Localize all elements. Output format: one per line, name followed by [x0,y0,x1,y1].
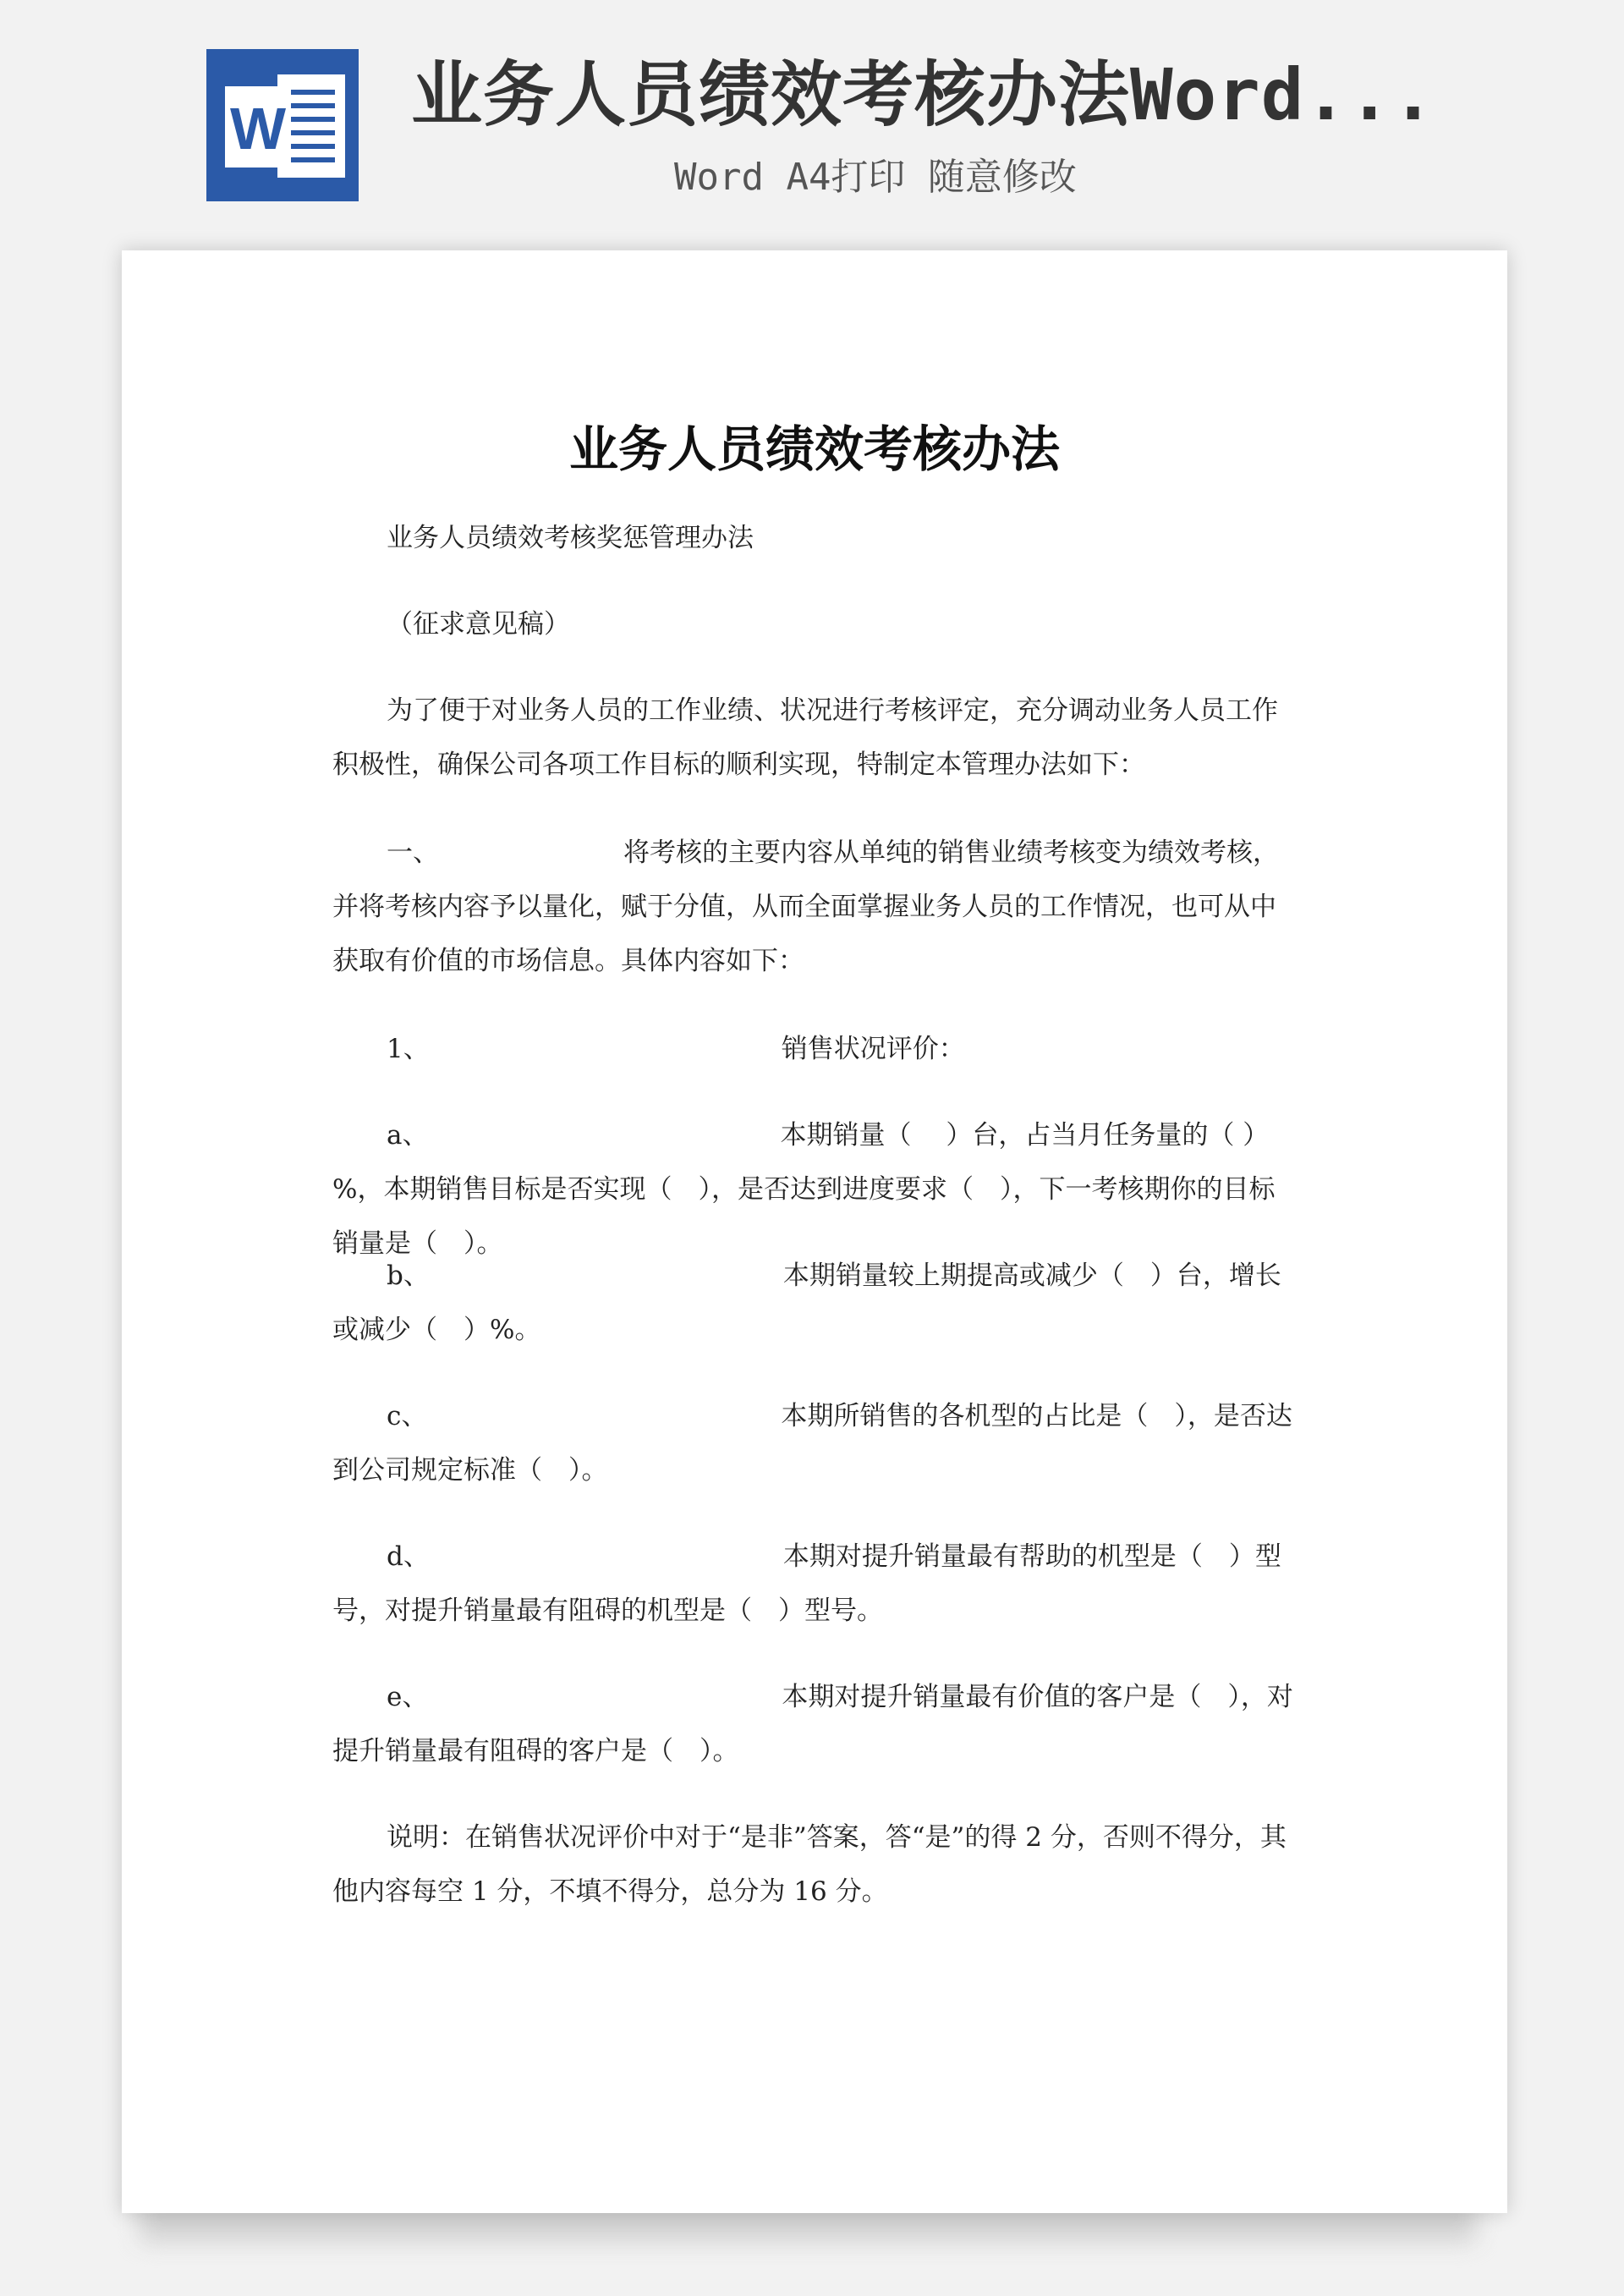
header-title: 业务人员绩效考核办法Word... [411,53,1436,136]
section-one-paragraph [332,826,1297,988]
item-c-text: 本期所销售的各机型的占比是（ ），是否达到公司规定标准（ ）。 [332,1401,1292,1486]
item-c-paragraph [332,1389,1297,1497]
item-b-text: 本期销量较上期提高或减少（ ）台，增长或减少（ ）%。 [332,1261,1281,1345]
item-a-text: 本期销量（ ）台，占当月任务量的（ ）%，本期销售目标是否实现（ ），是否达到进度要求（ ），下一考核期你的目标销量是（ ）。 [332,1120,1276,1259]
item-a-paragraph [332,1108,1297,1271]
item-b-marker: b、 [387,1261,430,1291]
item-e-paragraph [332,1670,1297,1778]
section-one-marker: 一、 [387,838,439,868]
item-e-marker: e、 [387,1682,429,1712]
draft-note: （征求意见稿） [387,609,570,640]
document-page [122,250,1507,2213]
item-1-marker: 1、 [387,1034,430,1064]
document-subtitle: 业务人员绩效考核奖惩管理办法 [387,523,754,553]
item-1-text: 销售状况评价： [781,1034,965,1064]
header-subtitle: Word A4打印 随意修改 [674,156,1077,199]
document-title: 业务人员绩效考核办法 [568,420,1060,478]
header-banner [0,0,1624,228]
word-document-icon [206,49,359,201]
item-d-marker: d、 [387,1541,430,1572]
item-d-paragraph [332,1530,1297,1638]
item-b-paragraph [332,1249,1297,1357]
section-one-text: 将考核的主要内容从单纯的销售业绩考核变为绩效考核，并将考核内容予以量化，赋于分值，从而全面掌握业务人员的工作情况，也可从中获取有价值的市场信息。具体内容如下： [332,838,1279,976]
item-d-text: 本期对提升销量最有帮助的机型是（ ）型号，对提升销量最有阻碍的机型是（ ）型号。 [332,1541,1281,1626]
item-e-text: 本期对提升销量最有价值的客户是（ ），对提升销量最有阻碍的客户是（ ）。 [332,1682,1293,1766]
intro-paragraph: 为了便于对业务人员的工作业绩、状况进行考核评定，充分调动业务人员工作积极性，确保公司各项工作目标的顺利实现，特制定本管理办法如下： [332,695,1278,780]
item-1-paragraph [332,1022,1297,1076]
word-icon-letter: W [229,96,287,162]
note-paragraph: 说明：在销售状况评价中对于“是非”答案，答“是”的得 2 分，否则不得分，其他内容每空 1 分，不填不得分，总分为 16 分。 [332,1822,1287,1907]
item-c-marker: c、 [387,1401,428,1431]
item-a-marker: a、 [387,1120,429,1151]
